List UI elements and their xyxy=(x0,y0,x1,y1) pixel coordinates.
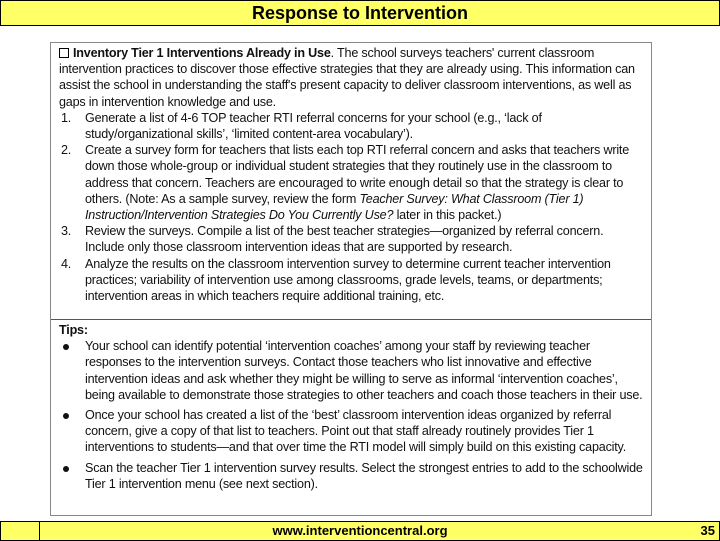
bullet-icon xyxy=(63,413,69,419)
document-excerpt xyxy=(50,42,652,516)
footer-url[interactable]: www.interventioncentral.org xyxy=(272,523,448,538)
slide-title: Response to Intervention xyxy=(251,3,469,23)
step-text: Review the surveys. Compile a list of the best teacher strategies—organized by referral concern. Include only those classroom intervention ideas that are supported by research. xyxy=(85,224,604,255)
intro-lead: Inventory Tier 1 Interventions Already in Use xyxy=(73,46,331,60)
title-bar xyxy=(0,0,720,26)
list-item xyxy=(59,338,643,403)
tips-list xyxy=(59,338,643,492)
list-item xyxy=(59,142,643,223)
list-item xyxy=(59,110,643,142)
step-text-after: later in this packet.) xyxy=(393,208,502,223)
step-number: 1. xyxy=(61,110,72,125)
intro-text: . The school surveys teachers' current classroom intervention practices to discover those effective strategies that they are already using. This information can assist the school in understanding the staff's present capacity to deliver classroom interventions, as well as gaps in intervention knowledge and use. xyxy=(59,46,635,109)
procedure-section xyxy=(51,43,651,320)
survey-form-title: Teacher Survey: What Classroom (Tier 1) Instruction/Intervention Strategies Do You Currently Use? xyxy=(85,191,584,223)
tip-text: Your school can identify potential ‘intervention coaches’ among your staff by reviewing teacher responses to the intervention surveys. Contact those teachers who list innovative and effective intervention ideas and ask whether they might be willing to serve as informal ‘intervention coaches’, being available to demonstrate those strategies to other teachers and coach those teachers in their use. xyxy=(85,339,643,402)
steps-list xyxy=(59,110,643,304)
list-item xyxy=(59,223,643,255)
step-number: 2. xyxy=(61,143,72,158)
page-number: 35 xyxy=(700,523,715,538)
step-number: 3. xyxy=(61,224,72,239)
step-text: Analyze the results on the classroom intervention survey to determine current teacher intervention practices; variability of intervention use among classrooms, grade levels, teams, or departments; intervention areas in which teachers require additional training, etc. xyxy=(85,256,611,304)
list-item xyxy=(59,460,643,492)
checkbox-icon xyxy=(59,48,69,58)
list-item xyxy=(59,407,643,456)
footer-bar xyxy=(0,521,720,541)
tips-heading: Tips: xyxy=(59,323,88,337)
intro-paragraph xyxy=(59,45,643,110)
tip-text: Scan the teacher Tier 1 intervention survey results. Select the strongest entries to add to the schoolwide Tier 1 intervention menu (see next section). xyxy=(85,460,643,491)
list-item xyxy=(59,256,643,305)
step-text: Create a survey form for teachers that lists each top RTI referral concern and asks that teachers write down those whole-group or individual student strategies that they routinely use in the classroom to address that concern. Teachers are encouraged to write enough detail so that the strategy is clear to others. (Note: As a sample survey, review the form xyxy=(85,143,630,206)
tip-text: Once your school has created a list of the ‘best’ classroom intervention ideas organized by referral concern, give a copy of that list to teachers. Point out that staff already routinely provides Tier 1 interventions to students—and that over time the RTI model will simply build on this existing capacity. xyxy=(85,408,627,455)
tips-section xyxy=(51,320,651,498)
step-number: 4. xyxy=(61,256,72,271)
bullet-icon xyxy=(63,344,69,350)
step-text: Generate a list of 4-6 TOP teacher RTI referral concerns for your school (e.g., ‘lack of study/organizational skills’, ‘limited content-area vocabulary’). xyxy=(85,110,542,142)
bullet-icon xyxy=(63,466,69,472)
